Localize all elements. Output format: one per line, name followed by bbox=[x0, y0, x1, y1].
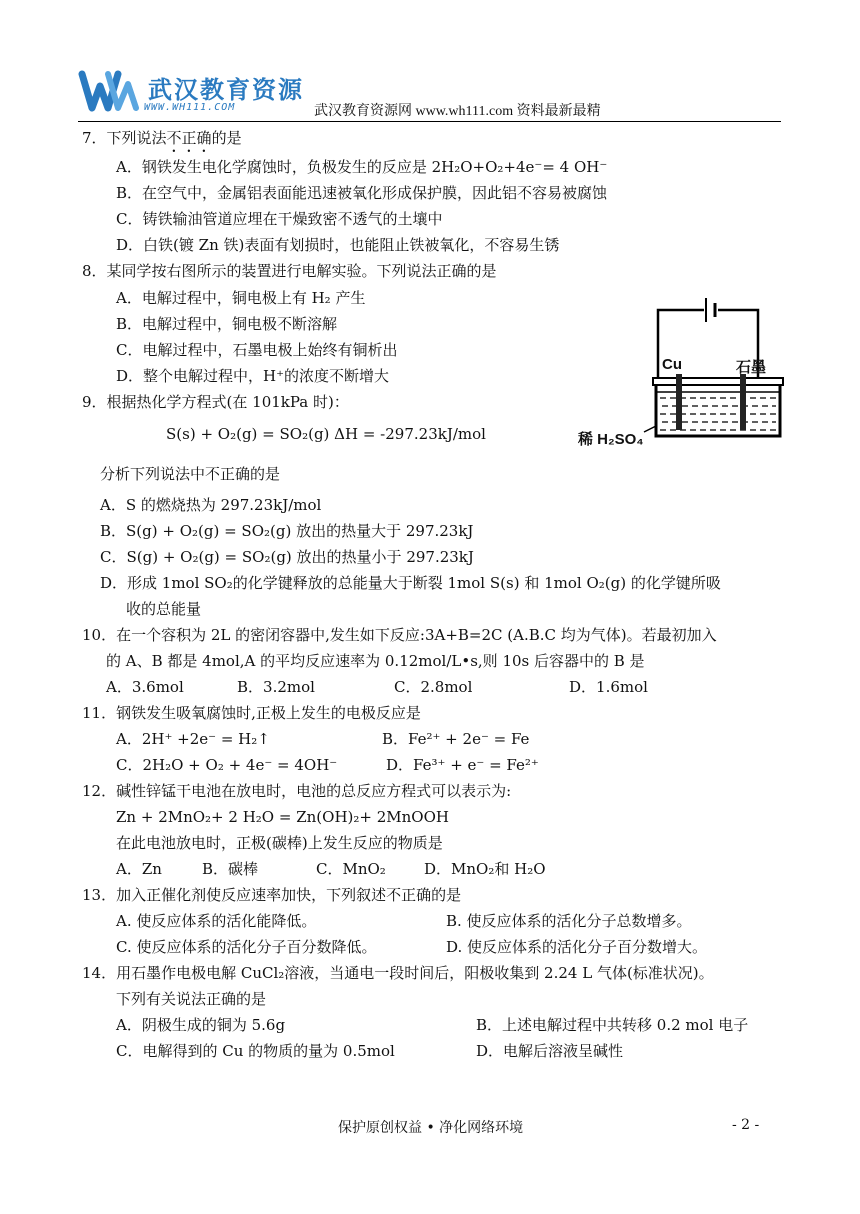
q8-option-c: C．电解过程中，石墨电极上始终有铜析出 bbox=[116, 341, 398, 359]
q8-option-d: D．整个电解过程中，H⁺的浓度不断增大 bbox=[116, 367, 390, 385]
q9-option-c: C．S(g) + O₂(g) = SO₂(g) 放出的热量小于 297.23kJ bbox=[100, 548, 474, 566]
q7-option-a: A．钢铁发生电化学腐蚀时，负极发生的反应是 2H₂O+O₂+4e⁻= 4 OH⁻ bbox=[116, 158, 608, 176]
acid-label: 稀 H₂SO₄ bbox=[578, 431, 644, 448]
q9-option-d-cont: 收的总能量 bbox=[126, 600, 202, 618]
q10-option-a: A．3.6mol bbox=[106, 678, 184, 696]
q10-option-b: B．3.2mol bbox=[237, 678, 315, 696]
header-rule bbox=[78, 121, 781, 122]
page-number: - 2 - bbox=[732, 1117, 760, 1133]
q13-option-d: D. 使反应体系的活化分子百分数增大。 bbox=[446, 938, 708, 956]
q7-option-c: C．铸铁输油管道应埋在干燥致密不透气的土壤中 bbox=[116, 210, 443, 228]
q8-option-a: A．电解过程中，铜电极上有 H₂ 产生 bbox=[116, 289, 366, 307]
q7-option-d: D．白铁(镀 Zn 铁)表面有划损时，也能阻止铁被氧化，不容易生锈 bbox=[116, 236, 560, 254]
q8-option-b: B．电解过程中，铜电极不断溶解 bbox=[116, 315, 338, 333]
logo-url: WWW.WH111.COM bbox=[144, 102, 236, 113]
header-site-text: 武汉教育资源网 www.wh111.com 资料最新最精 bbox=[314, 104, 601, 119]
q9-option-b: B．S(g) + O₂(g) = SO₂(g) 放出的热量大于 297.23kJ bbox=[100, 522, 474, 540]
q12-option-b: B．碳棒 bbox=[202, 860, 259, 878]
q14-option-a: A．阴极生成的铜为 5.6g bbox=[116, 1016, 286, 1034]
q11-option-c: C．2H₂O + O₂ + 4e⁻ = 4OH⁻ bbox=[116, 756, 338, 774]
page-header bbox=[78, 66, 778, 118]
q12-option-a: A．Zn bbox=[116, 860, 162, 878]
q12-stem: 12．碱性锌锰干电池在放电时，电池的总反应方程式可以表示为: bbox=[82, 782, 512, 800]
q14-stem: 14．用石墨作电极电解 CuCl₂溶液，当通电一段时间后，阳极收集到 2.24 L 气体(标准状况)。 bbox=[82, 964, 714, 982]
q12-ask: 在此电池放电时，正极(碳棒)上发生反应的物质是 bbox=[116, 834, 443, 852]
q10-option-d: D．1.6mol bbox=[569, 678, 648, 696]
cu-electrode-label: Cu bbox=[662, 356, 682, 373]
q9-equation: S(s) + O₂(g) = SO₂(g) ΔH = -297.23kJ/mol bbox=[166, 425, 486, 443]
q7-stem: 7．下列说法不正确的是 bbox=[82, 129, 242, 147]
q11-option-a: A．2H⁺ +2e⁻ = H₂↑ bbox=[116, 730, 270, 748]
q13-option-c: C. 使反应体系的活化分子百分数降低。 bbox=[116, 938, 377, 956]
q9-option-a: A．S 的燃烧热为 297.23kJ/mol bbox=[100, 496, 322, 514]
q14-option-b: B．上述电解过程中共转移 0.2 mol 电子 bbox=[476, 1016, 749, 1034]
q11-stem: 11．钢铁发生吸氧腐蚀时,正极上发生的电极反应是 bbox=[82, 704, 421, 722]
q9-ask: 分析下列说法中不正确的是 bbox=[100, 465, 281, 483]
q7-option-b: B．在空气中，金属铝表面能迅速被氧化形成保护膜，因此铝不容易被腐蚀 bbox=[116, 184, 608, 202]
q13-option-a: A. 使反应体系的活化能降低。 bbox=[116, 912, 317, 930]
q12-equation: Zn + 2MnO₂+ 2 H₂O = Zn(OH)₂+ 2MnOOH bbox=[116, 808, 449, 826]
q14-option-d: D．电解后溶液呈碱性 bbox=[476, 1042, 624, 1060]
logo-icon bbox=[78, 66, 142, 116]
logo-text: 武汉教育资源 bbox=[148, 76, 304, 104]
q10-option-c: C．2.8mol bbox=[394, 678, 473, 696]
q12-option-c: C．MnO₂ bbox=[316, 860, 386, 878]
graphite-electrode-label: 石墨 bbox=[736, 359, 767, 376]
q11-option-d: D．Fe³⁺ + e⁻ = Fe²⁺ bbox=[386, 756, 539, 774]
electrolysis-diagram bbox=[578, 290, 786, 455]
q9-option-d: D．形成 1mol SO₂的化学键释放的总能量大于断裂 1mol S(s) 和 1mol O₂(g) 的化学键所吸 bbox=[100, 574, 721, 592]
q10-stem: 10．在一个容积为 2L 的密闭容器中,发生如下反应:3A+B=2C (A.B.C 均为气体)。若最初加入 bbox=[82, 626, 717, 644]
q12-option-d: D．MnO₂和 H₂O bbox=[424, 860, 546, 878]
footer-slogan: 保护原创权益 • 净化网络环境 bbox=[338, 1120, 524, 1136]
q8-stem: 8．某同学按右图所示的装置进行电解实验。下列说法正确的是 bbox=[82, 262, 497, 280]
q10-stem-cont: 的 A、B 都是 4mol,A 的平均反应速率为 0.12mol/L•s,则 10s 后容器中的 B 是 bbox=[106, 652, 645, 670]
q14-option-c: C．电解得到的 Cu 的物质的量为 0.5mol bbox=[116, 1042, 395, 1060]
q11-option-b: B．Fe²⁺ + 2e⁻ = Fe bbox=[382, 730, 530, 748]
q9-stem: 9．根据热化学方程式(在 101kPa 时)： bbox=[82, 393, 349, 411]
q13-stem: 13．加入正催化剂使反应速率加快，下列叙述不正确的是 bbox=[82, 886, 462, 904]
q14-stem-cont: 下列有关说法正确的是 bbox=[116, 990, 267, 1008]
q13-option-b: B. 使反应体系的活化分子总数增多。 bbox=[446, 912, 692, 930]
